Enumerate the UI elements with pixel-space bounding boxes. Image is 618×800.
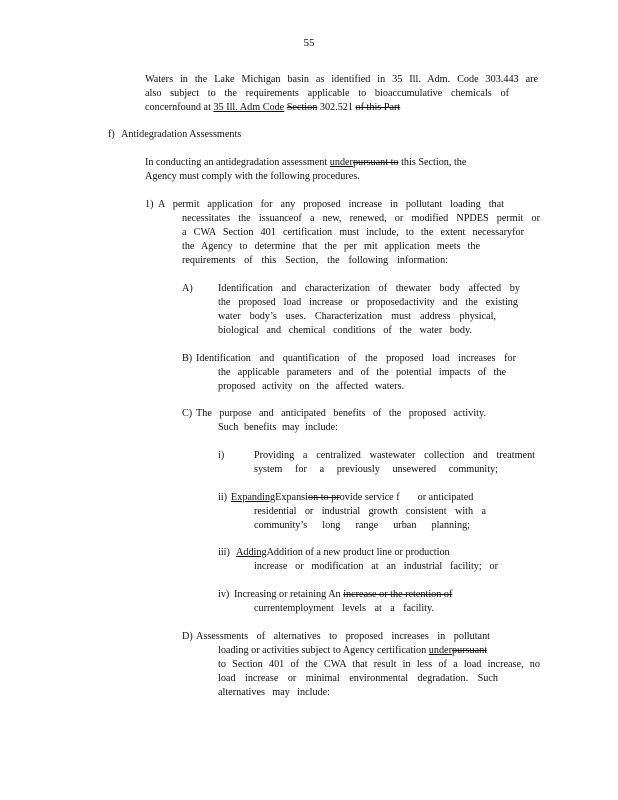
section-f-label: f) (108, 129, 115, 140)
item-a-line-2: the proposed load increase or proposedactivity and the existing (218, 297, 518, 308)
item-iii-label: iii) (218, 547, 230, 558)
para-intro-line-2: Agency must comply with the following procedures. (145, 171, 360, 182)
inserted-text: under (428, 645, 452, 656)
item-d-label: D) (182, 631, 193, 642)
item-iii-line-2: increase or modification at an industrial facility; or (254, 561, 498, 572)
item-iii-line-1: AddingAddition of a new product line or production (236, 547, 450, 558)
item-c-line-2: Such benefits may include: (218, 422, 338, 433)
item-1-line-3: a CWA Section 401 certification must include, to the extent necessaryfor (182, 227, 524, 238)
para-intro-line-1: In conducting an antidegradation assessment underpursuant to this Section, the (145, 157, 467, 168)
item-a-line-3: water body’s uses. Characterization must address physical, (218, 311, 496, 322)
item-b-line-3: proposed activity on the affected waters. (218, 381, 404, 392)
item-ii-label: ii) (218, 492, 228, 503)
item-d-line-2: loading or activities subject to Agency certification underpursuant (218, 645, 488, 656)
item-1-line-4: the Agency to determine that the per mit application meets the (182, 241, 480, 252)
item-c-label: C) (182, 408, 193, 419)
item-ii-line-1: ExpandingExpansion to provide service f or anticipated (231, 492, 474, 503)
intro-line-2: also subject to the requirements applicable to bioaccumulative chemicals of (145, 88, 509, 99)
inserted-text: under (329, 157, 353, 168)
item-1-label: 1) (145, 199, 154, 210)
item-a-label: A) (182, 283, 193, 294)
item-1-line-2: necessitates the issuanceof a new, renewed, or modified NPDES permit or (182, 213, 540, 224)
item-a-line-1: Identification and characterization of thewater body affected by (218, 283, 520, 294)
deleted-text: pursuant to (352, 157, 399, 168)
deleted-text: increase or the retention of (343, 589, 453, 600)
item-i-line-2: system for a previously unsewered community; (254, 464, 498, 475)
item-i-line-1: Providing a centralized wastewater collection and treatment (254, 450, 535, 461)
deleted-text: of this Part (355, 102, 401, 113)
inserted-text: Adding (236, 547, 267, 558)
item-ii-line-2: residential or industrial growth consistent with a (254, 506, 486, 517)
item-b-line-2: the applicable parameters and of the potential impacts of the (218, 367, 506, 378)
page-number: 55 (303, 37, 315, 49)
item-iv-label: iv) (218, 589, 230, 600)
item-d-line-5: alternatives may include: (218, 687, 330, 698)
item-iv-line-1: Increasing or retaining An increase or the retention of (234, 589, 453, 600)
item-i-label: i) (218, 450, 225, 461)
inserted-text: Expanding (231, 492, 276, 503)
item-c-line-1: The purpose and anticipated benefits of the proposed activity. (196, 408, 486, 419)
item-a-line-4: biological and chemical conditions of the water body. (218, 325, 472, 336)
item-1-line-5: requirements of this Section, the following information: (182, 255, 448, 266)
item-iv-line-2: currentemployment levels at a facility. (254, 603, 434, 614)
deleted-text: Section (286, 102, 318, 113)
item-b-label: B) (182, 353, 193, 364)
item-b-line-1: Identification and quantification of the proposed load increases for (196, 353, 516, 364)
item-d-line-3: to Section 401 of the CWA that result in less of a load increase, no (218, 659, 540, 670)
section-f-heading: Antidegradation Assessments (121, 129, 242, 140)
item-ii-line-3: community’s long range urban planning; (254, 520, 470, 531)
deleted-text: on to pr (307, 492, 340, 503)
deleted-text: pursuant (451, 645, 488, 656)
inserted-text: 35 Ill. Adm Code (213, 102, 285, 113)
intro-line-3: concernfound at 35 Ill. Adm Code Section 302.521 of this Part (145, 102, 401, 113)
intro-line-1: Waters in the Lake Michigan basin as identified in 35 Ill. Adm. Code 303.443 are (145, 74, 538, 85)
item-d-line-1: Assessments of alternatives to proposed increases in pollutant (196, 631, 490, 642)
item-d-line-4: load increase or minimal environmental degradation. Such (218, 673, 498, 684)
item-1-line-1: A permit application for any proposed increase in pollutant loading that (158, 199, 504, 210)
